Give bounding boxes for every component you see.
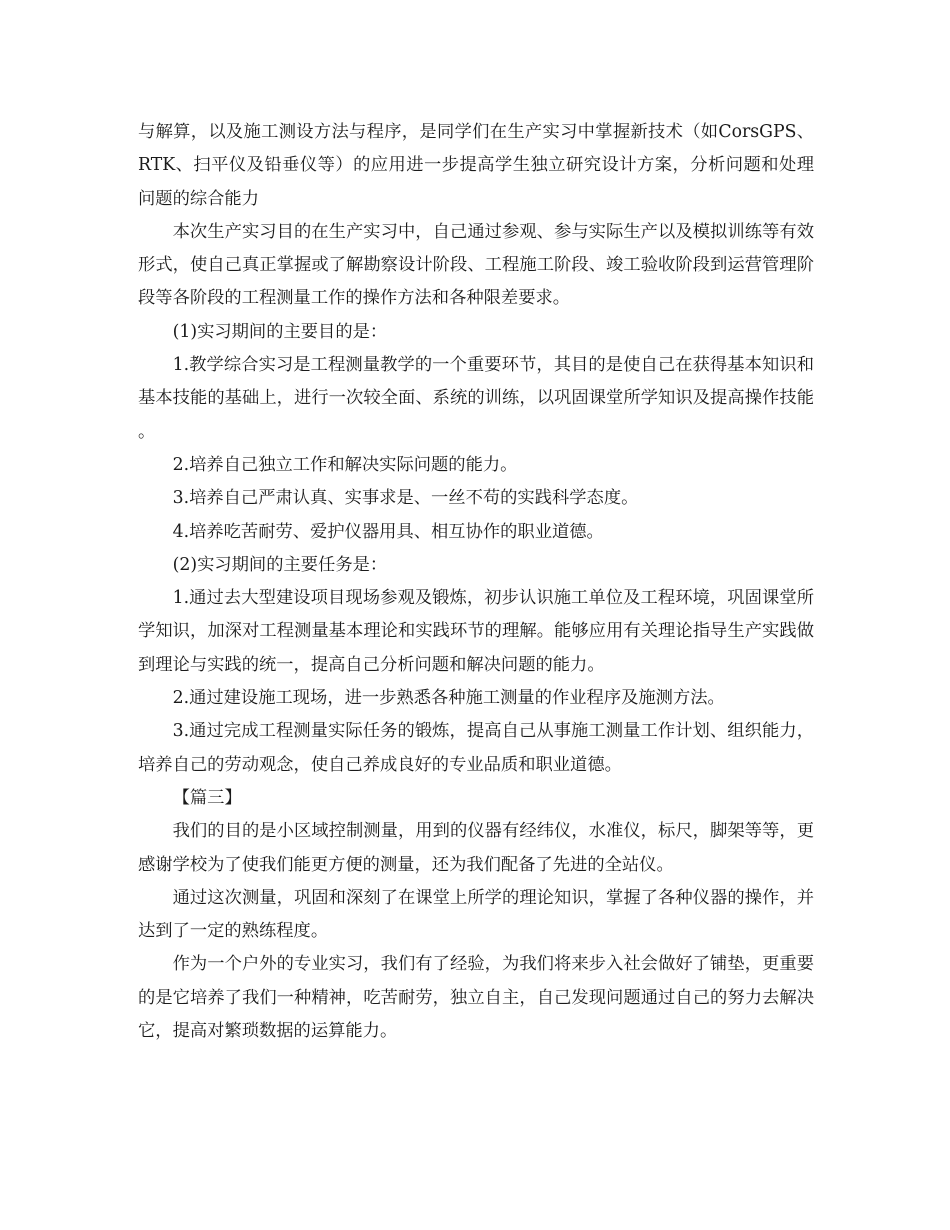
list-item-task-3: 3.通过完成工程测量实际任务的锻炼，提高自己从事施工测量工作计划、组织能力，培养自己的劳动观念，使自己养成良好的专业品质和职业道德。	[138, 721, 814, 775]
list-item-goal-3: 3.培养自己严肃认真、实事求是、一丝不苟的实践科学态度。	[172, 488, 639, 509]
paragraph-internship-purpose: 本次生产实习目的在生产实习中，自己通过参观、参与实际生产以及模拟训练等有效形式，使自己真正掌握或了解勘察设计阶段、工程施工阶段、竣工验收阶段到运营管理阶段等各阶段的工程测量工作的操作方法和各种限差要求。	[138, 221, 814, 309]
paragraph-survey-reflection: 作为一个户外的专业实习，我们有了经验，为我们将来步入社会做好了铺垫，更重要的是它培养了我们一种精神，吃苦耐劳，独立自主，自己发现问题通过自己的努力去解决它，提高对繁琐数据的运算能力。	[138, 954, 814, 1042]
heading-main-tasks: (2)实习期间的主要任务是：	[172, 554, 388, 575]
list-item-task-1: 1.通过去大型建设项目现场参观及锻炼，初步认识施工单位及工程环境，巩固课堂所学知识，加深对工程测量基本理论和实践环节的理解。能够应用有关理论指导生产实践做到理论与实践的统一，提高自己分析问题和解决问题的能力。	[138, 588, 814, 675]
paragraph-continuation: 与解算，以及施工测设方法与程序，是同学们在生产实习中掌握新技术（如CorsGPS、RTK、扫平仪及铅垂仪等）的应用进一步提高学生独立研究设计方案，分析问题和处理问题的综合能力	[138, 122, 814, 209]
paragraph-survey-goal: 我们的目的是小区域控制测量，用到的仪器有经纬仪，水准仪，标尺，脚架等等，更感谢学校为了使我们能更方便的测量，还为我们配备了先进的全站仪。	[138, 821, 814, 875]
list-item-goal-1: 1.教学综合实习是工程测量教学的一个重要环节，其目的是使自己在获得基本知识和基本技能的基础上，进行一次较全面、系统的训练，以巩固课堂所学知识及提高操作技能。	[138, 355, 814, 442]
list-item-goal-4: 4.培养吃苦耐劳、爱护仪器用具、相互协作的职业道德。	[172, 521, 604, 542]
list-item-task-2: 2.通过建设施工现场，进一步熟悉各种施工测量的作业程序及施测方法。	[172, 688, 725, 709]
section-heading-part-three: 【篇三】	[172, 787, 242, 808]
heading-main-goals: (1)实习期间的主要目的是：	[172, 321, 388, 342]
paragraph-survey-learning: 通过这次测量，巩固和深刻了在课堂上所学的理论知识，掌握了各种仪器的操作，并达到了一定的熟练程度。	[138, 887, 814, 942]
document-body	[138, 116, 814, 1048]
list-item-goal-2: 2.培养自己独立工作和解决实际问题的能力。	[172, 454, 518, 475]
